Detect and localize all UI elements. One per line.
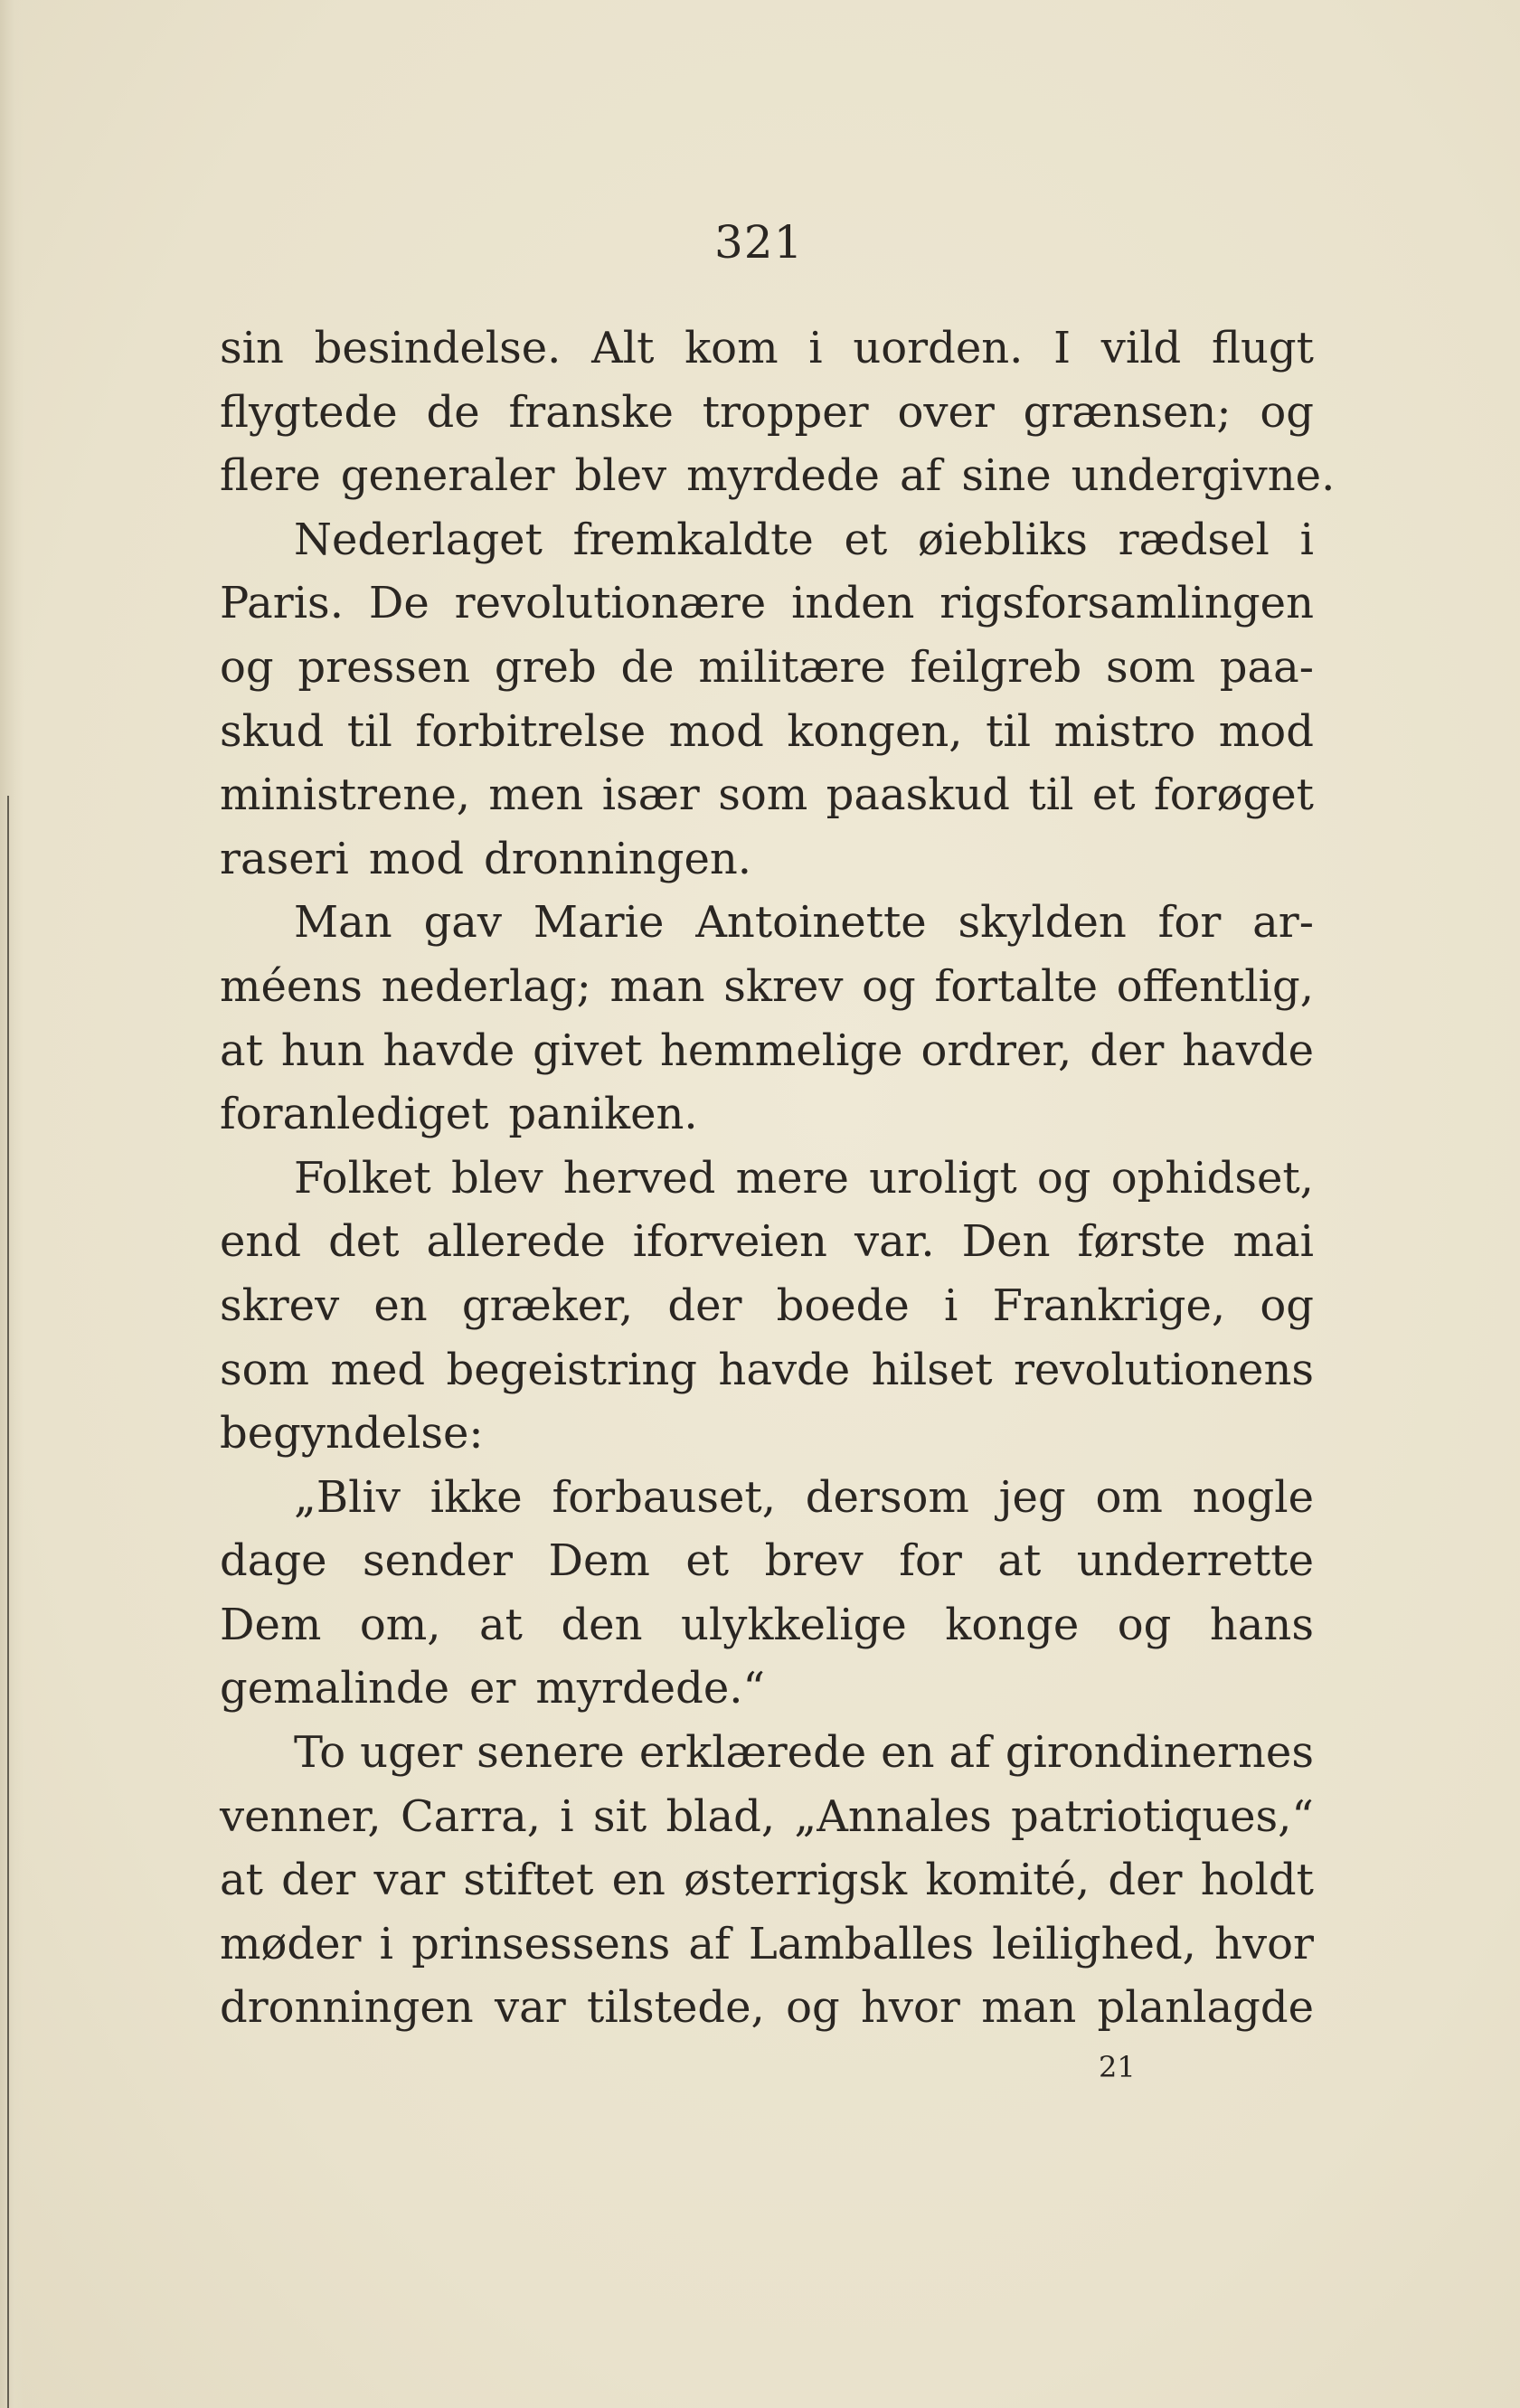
word: dersom (805, 1471, 969, 1523)
word: myrdede (686, 450, 880, 502)
word: at (479, 1599, 523, 1650)
word: generaler (340, 450, 555, 502)
word: som (220, 1344, 310, 1395)
word: var (373, 1855, 446, 1906)
word: gemalinde (220, 1663, 450, 1714)
word: mod (368, 833, 465, 884)
word: et (844, 514, 888, 565)
word: mod (1218, 705, 1314, 757)
text-line (220, 1402, 1314, 1466)
word: komité, (925, 1855, 1090, 1906)
word: Marie (533, 897, 665, 949)
word: begeistring (446, 1344, 697, 1395)
word: nogle (1192, 1471, 1314, 1523)
word: sine (961, 450, 1052, 502)
word: græker, (461, 1280, 634, 1331)
word: sin (220, 323, 284, 373)
word: nederlag; (381, 960, 591, 1012)
word: i (944, 1280, 958, 1331)
word: forbitrelse (415, 705, 647, 757)
word: østerrigsk (684, 1855, 908, 1906)
word: forøget (1154, 770, 1314, 821)
word: ulykkelige (680, 1599, 907, 1650)
word: man (609, 960, 705, 1012)
word: end (220, 1216, 302, 1268)
word: herved (562, 1152, 716, 1204)
text-line (220, 1466, 1314, 1530)
word: og (1117, 1599, 1172, 1650)
word: venner, (220, 1790, 382, 1842)
page-binding-edge (0, 0, 24, 2408)
word: at (220, 1025, 263, 1076)
word: var (495, 1982, 566, 2034)
word: og (220, 641, 274, 693)
word: prinsessens (411, 1918, 671, 1969)
word: myrdede.“ (535, 1663, 766, 1714)
word: ikke (430, 1471, 523, 1523)
word: Alt (591, 323, 655, 373)
word: skrev (723, 960, 844, 1012)
word: fortalte (934, 960, 1098, 1012)
word: undergivne. (1071, 450, 1336, 502)
text-line (220, 1019, 1314, 1083)
word: offentlig, (1116, 960, 1314, 1012)
word: begyndelse: (220, 1408, 484, 1459)
word: flygtede (220, 386, 398, 438)
word: i (560, 1790, 574, 1842)
text-line (220, 1721, 1314, 1785)
text-line (220, 1210, 1314, 1274)
word: blad, (666, 1790, 776, 1842)
word: givet (533, 1025, 643, 1076)
word: De (368, 578, 430, 629)
text-line (220, 1976, 1314, 2040)
word: blev (574, 450, 667, 502)
word: de (426, 386, 480, 438)
text-line (220, 891, 1314, 955)
word: mere (735, 1152, 849, 1204)
word: ministrene, (220, 770, 470, 821)
word: jeg (998, 1471, 1066, 1523)
word: til (986, 705, 1032, 757)
binding-shadow-line (7, 796, 9, 2408)
word: Carra, (400, 1790, 542, 1842)
word: inden (791, 578, 915, 629)
word: sit (592, 1790, 647, 1842)
word: hans (1209, 1599, 1314, 1650)
word: havde (382, 1025, 515, 1076)
word: ordrer, (920, 1025, 1072, 1076)
text-line (220, 955, 1314, 1019)
word: der (281, 1855, 356, 1906)
word: kom (684, 323, 779, 373)
word: franske (508, 386, 674, 438)
word: foranlediget (220, 1089, 489, 1140)
word: greb (494, 641, 597, 693)
word: i (1299, 514, 1314, 565)
word: og (786, 1982, 840, 2034)
word: tilstede, (587, 1982, 765, 2034)
word: ophidset, (1110, 1152, 1314, 1204)
word: Den (961, 1216, 1051, 1268)
word: kongen, (787, 705, 963, 757)
word: patriotiques,“ (1011, 1790, 1314, 1842)
word: og (1260, 386, 1314, 438)
word: hun (280, 1025, 365, 1076)
word: der (667, 1280, 742, 1331)
text-line (220, 1657, 1314, 1721)
text-line (220, 381, 1314, 445)
word: en (881, 1727, 935, 1779)
word: blev (450, 1152, 543, 1204)
word: var. (854, 1216, 935, 1268)
word: og (1036, 1152, 1091, 1204)
word: revolutionære (454, 578, 767, 629)
word: Dem (548, 1535, 650, 1587)
word: af (688, 1918, 731, 1969)
word: méens (220, 960, 363, 1012)
word: mistro (1053, 705, 1196, 757)
word: det (328, 1216, 400, 1268)
word: senere (477, 1727, 625, 1779)
text-line (220, 1529, 1314, 1593)
word: Folket (294, 1152, 431, 1204)
word: en (373, 1280, 428, 1331)
word: man (981, 1982, 1077, 2034)
word: paniken. (508, 1089, 698, 1140)
word: hemmelige (659, 1025, 903, 1076)
word: at (997, 1535, 1042, 1587)
word: fremkaldte (572, 514, 814, 565)
text-line (220, 1848, 1314, 1912)
word: af (949, 1727, 991, 1779)
word: brev (764, 1535, 864, 1587)
text-line (220, 1147, 1314, 1211)
word: der (1108, 1855, 1183, 1906)
word: raseri (220, 833, 349, 884)
word: den (561, 1599, 643, 1650)
text-line (220, 636, 1314, 700)
word: hilset (871, 1344, 993, 1395)
word: en (611, 1855, 666, 1906)
text-line (220, 1274, 1314, 1338)
word: som (718, 770, 808, 821)
word: om (1095, 1471, 1163, 1523)
word: tropper (702, 386, 869, 438)
word: sender (362, 1535, 513, 1587)
word: skylden (958, 897, 1127, 949)
word: møder (220, 1918, 362, 1969)
word: for (899, 1535, 962, 1587)
word: paa- (1219, 641, 1314, 693)
word: uroligt (869, 1152, 1017, 1204)
word: forbauset, (552, 1471, 776, 1523)
word: rigsforsamlingen (939, 578, 1314, 629)
word: er (469, 1663, 516, 1714)
word: dronningen (220, 1982, 474, 2034)
text-line (220, 1785, 1314, 1849)
word: hvor (1214, 1918, 1314, 1969)
word: i (808, 323, 823, 373)
text-line (220, 700, 1314, 764)
text-line (220, 1593, 1314, 1657)
word: uorden. (853, 323, 1024, 373)
word: Dem (220, 1599, 322, 1650)
word: af (899, 450, 942, 502)
word: underrette (1076, 1535, 1314, 1587)
printer-signature-mark: 21 (1099, 2050, 1136, 2084)
word: erklærede (638, 1727, 867, 1779)
text-line (220, 444, 1336, 508)
word: for (1157, 897, 1222, 949)
word: ar- (1252, 897, 1314, 949)
word: rædsel (1118, 514, 1270, 565)
word: skud (220, 705, 325, 757)
word: mai (1232, 1216, 1314, 1268)
word: øiebliks (918, 514, 1088, 565)
word: feilgreb (910, 641, 1082, 693)
word: Paris. (220, 578, 344, 629)
word: især (601, 770, 700, 821)
word: uger (360, 1727, 463, 1779)
word: „Annales (794, 1790, 992, 1842)
text-line (220, 1338, 1314, 1402)
word: grænsen; (1023, 386, 1232, 438)
word: stiftet (463, 1855, 594, 1906)
word: To (294, 1727, 346, 1779)
word: flere (220, 450, 321, 502)
word: med (330, 1344, 426, 1395)
text-line (220, 1082, 1314, 1147)
word: hvor (861, 1982, 960, 2034)
word: der (1090, 1025, 1165, 1076)
word: militære (698, 641, 886, 693)
word: holdt (1200, 1855, 1314, 1906)
word: Man (294, 897, 392, 949)
word: skrev (220, 1280, 340, 1331)
word: som (1105, 641, 1195, 693)
word: „Bliv (294, 1471, 401, 1523)
word: iforveien (632, 1216, 827, 1268)
word: dage (220, 1535, 327, 1587)
word: havde (718, 1344, 851, 1395)
word: dronningen. (484, 833, 752, 884)
word: og (1260, 1280, 1314, 1331)
word: i (379, 1918, 393, 1969)
word: pressen (297, 641, 471, 693)
word: I (1053, 323, 1072, 373)
word: Nederlaget (294, 514, 543, 565)
word: om, (359, 1599, 441, 1650)
word: mod (668, 705, 764, 757)
word: havde (1182, 1025, 1314, 1076)
word: Antoinette (695, 897, 927, 949)
word: et (1091, 770, 1136, 821)
word: konge (945, 1599, 1080, 1650)
word: at (220, 1855, 263, 1906)
word: de (620, 641, 675, 693)
word: flugt (1211, 323, 1314, 373)
text-line (220, 316, 1314, 381)
word: leilighed, (992, 1918, 1196, 1969)
text-line (220, 827, 1314, 892)
word: et (685, 1535, 730, 1587)
word: girondinernes (1005, 1727, 1314, 1779)
word: besindelse. (314, 323, 562, 373)
word: vild (1100, 323, 1182, 373)
word: Frankrige, (992, 1280, 1226, 1331)
text-line (220, 571, 1314, 636)
word: men (488, 770, 584, 821)
word: over (897, 386, 995, 438)
text-line (220, 508, 1314, 572)
word: boede (776, 1280, 910, 1331)
word: allerede (426, 1216, 606, 1268)
word: revolutionens (1013, 1344, 1314, 1395)
text-line (220, 763, 1314, 827)
word: gav (423, 897, 503, 949)
body-text (220, 316, 1336, 2040)
word: til (346, 705, 392, 757)
page-number: 321 (714, 216, 804, 269)
text-line (220, 1912, 1314, 1977)
word: planlagde (1097, 1982, 1314, 2034)
word: første (1077, 1216, 1206, 1268)
word: paaskud (826, 770, 1010, 821)
word: til (1028, 770, 1074, 821)
word: og (862, 960, 916, 1012)
word: Lamballes (748, 1918, 974, 1969)
